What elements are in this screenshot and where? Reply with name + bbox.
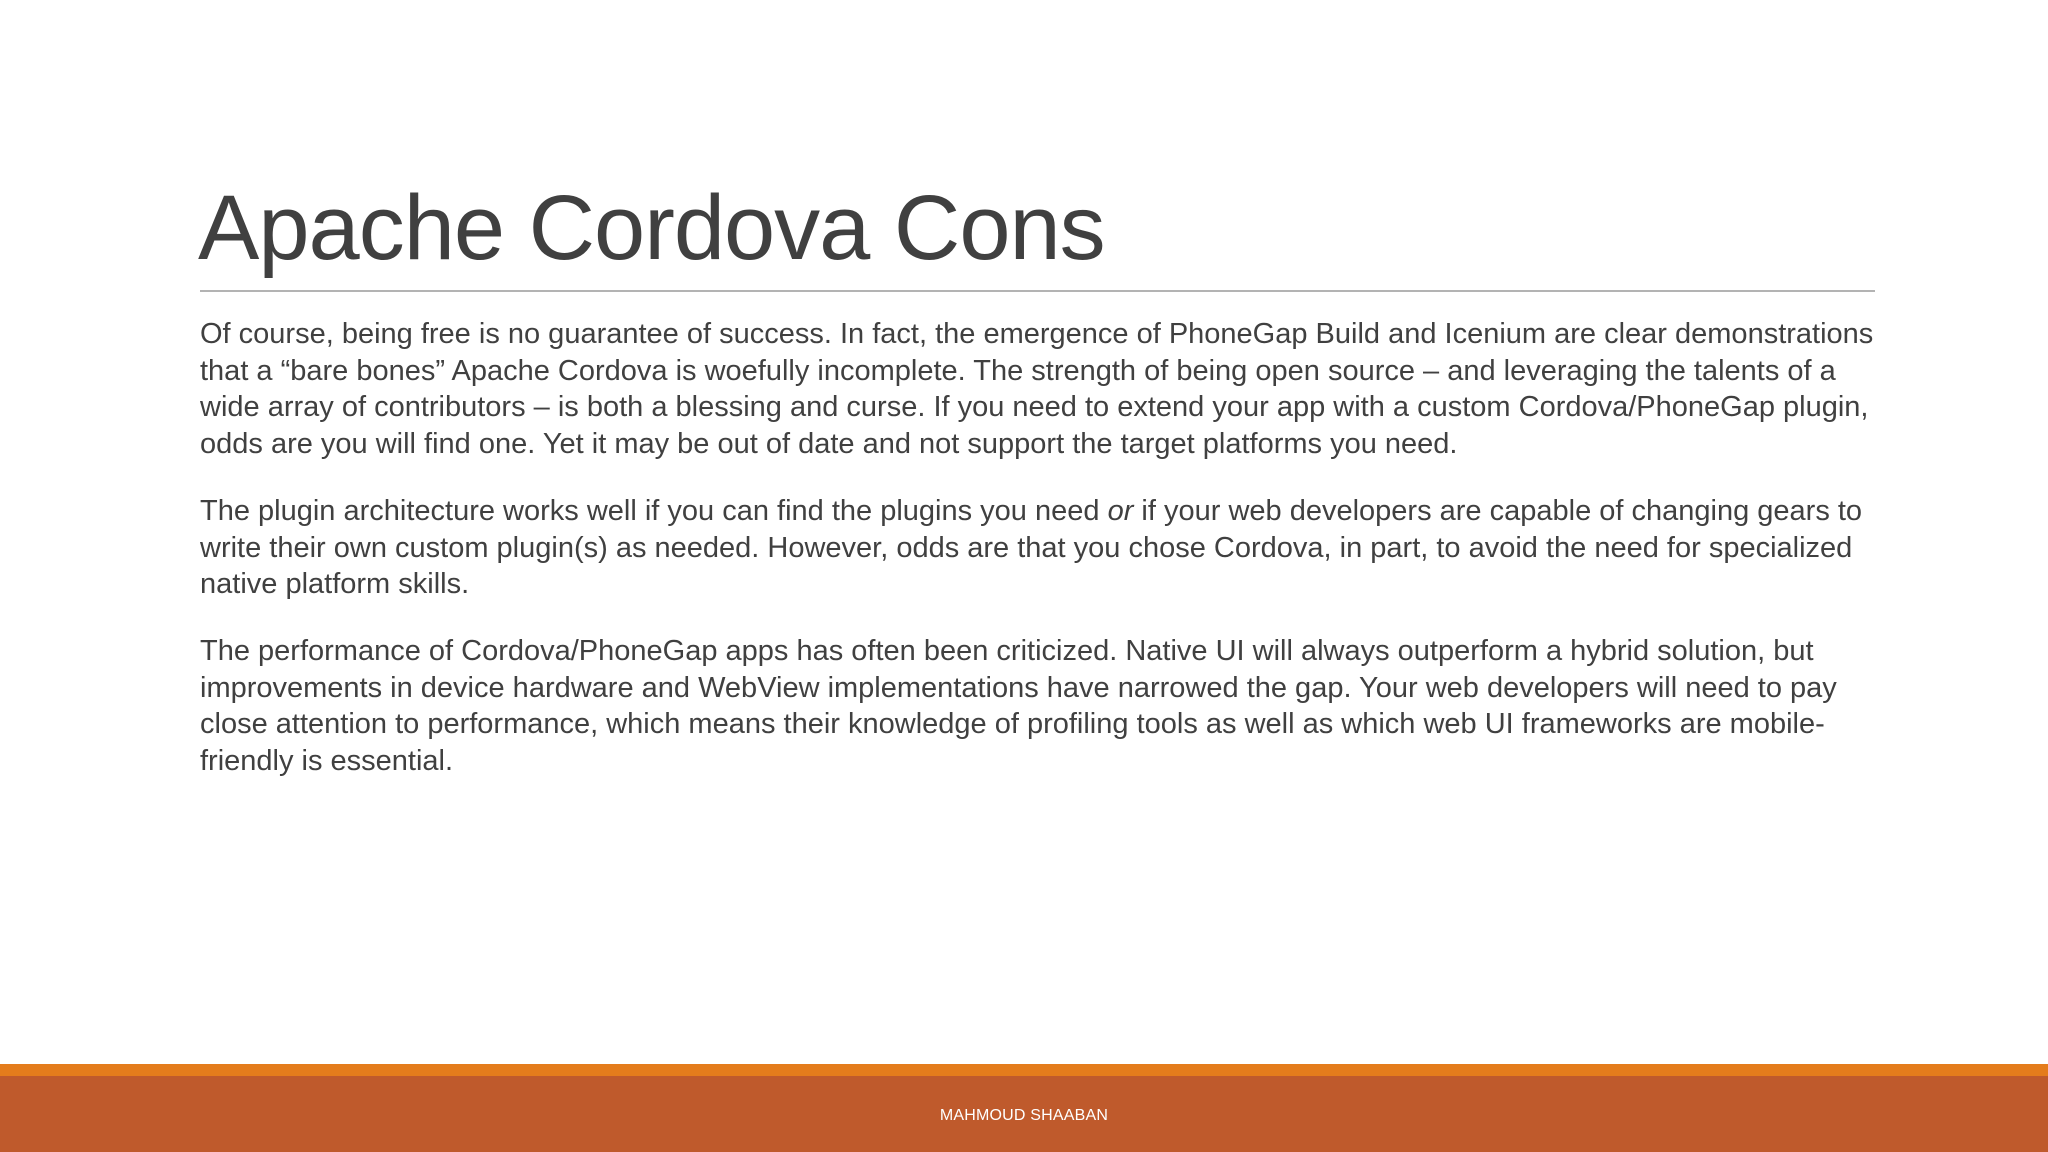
paragraph-2-start: The plugin architecture works well if you can find the plugins you need (200, 494, 1108, 527)
footer-accent-stripe (0, 1064, 2048, 1076)
paragraph-3: The performance of Cordova/PhoneGap apps has often been criticized. Native UI will always outperform a hybrid solution, but improvements in device hardware and WebView implementations have narrowed the gap. Your web developers will need to pay close attention to performance, which means their knowledge of profiling tools as well as which web UI frameworks are mobile-friendly is essential. (200, 634, 1837, 778)
slide-title: Apache Cordova Cons (198, 177, 1105, 279)
paragraph-2-end: if your web developers are capable of changing gears to write their own custom plugin(s) as needed. However, odds are that you chose Cordova, in part, to avoid the need for specialized native platform skills. (200, 494, 1863, 601)
title-divider (200, 290, 1875, 292)
slide-body (200, 316, 1880, 810)
footer-author: MAHMOUD SHAABAN (939, 1107, 1109, 1124)
paragraph-1: Of course, being free is no guarantee of success. In fact, the emergence of PhoneGap Build and Icenium are clear demonstrations that a “bare bones” Apache Cordova is woefully incomplete. The strength of being open source – and leveraging the talents of a wide array of contributors – is both a blessing and curse. If you need to extend your app with a custom Cordova/PhoneGap plugin, odds are you will find one. Yet it may be out of date and not support the target platforms you need. (200, 318, 1874, 461)
paragraph-2 (200, 493, 1880, 603)
paragraph-2-emphasis: or (1107, 494, 1134, 527)
